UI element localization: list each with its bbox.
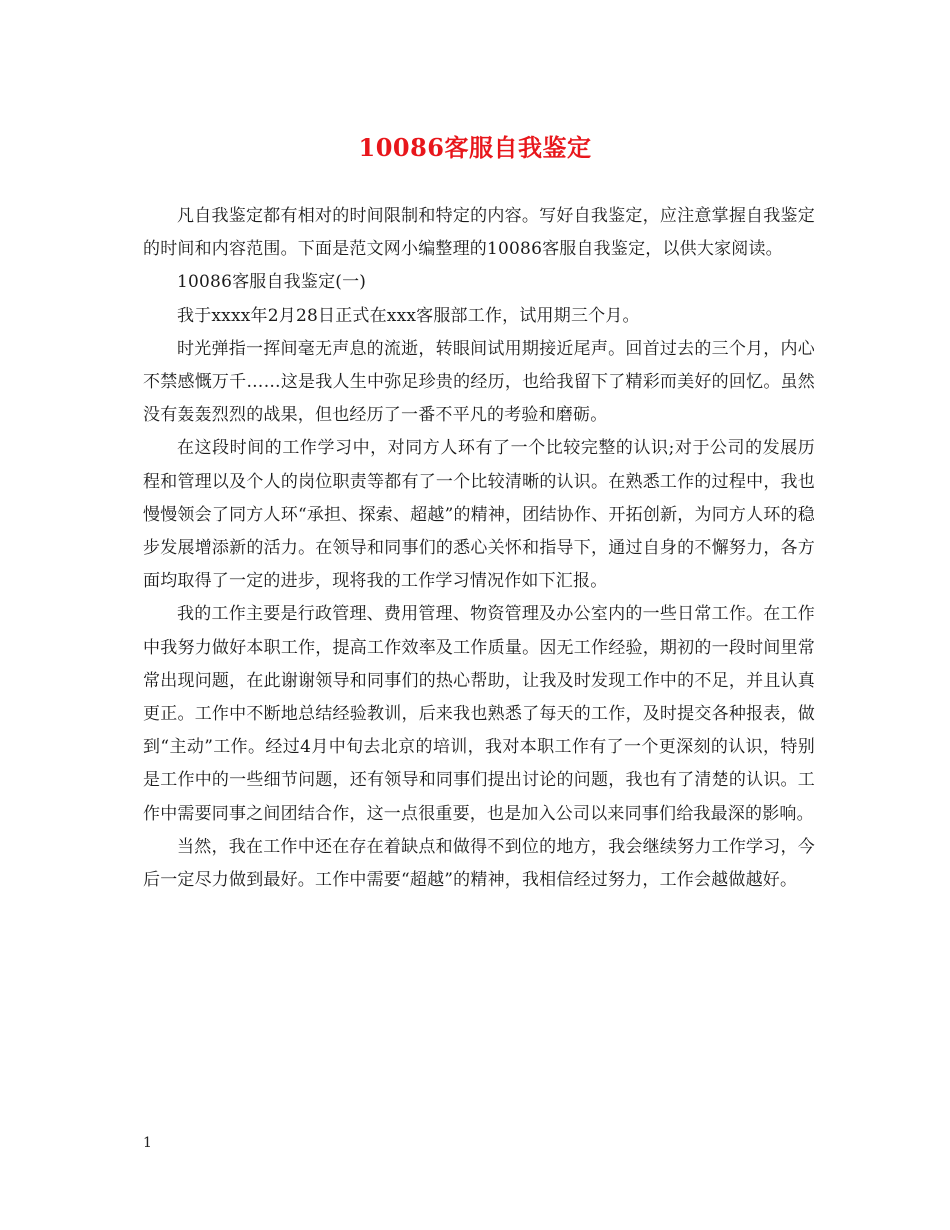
paragraph: 在这段时间的工作学习中，对同方人环有了一个比较完整的认识;对于公司的发展历程和管理以及个人的岗位职责等都有了一个比较清晰的认识。在熟悉工作的过程中，我也慢慢领会了同方人环“承担、探索、超越”的精神，团结协作、开拓创新，为同方人环的稳步发展增添新的活力。在领导和同事们的悉心关怀和指导下，通过自身的不懈努力，各方面均取得了一定的进步，现将我的工作学习情况作如下汇报。 <box>143 438 815 592</box>
section-heading: 10086客服自我鉴定(一) <box>177 272 367 293</box>
document-title: 10086客服自我鉴定 <box>358 133 592 162</box>
page-number: 1 <box>143 1135 152 1151</box>
paragraph: 我的工作主要是行政管理、费用管理、物资管理及办公室内的一些日常工作。在工作中我努力做好本职工作，提高工作效率及工作质量。因无工作经验，期初的一段时间里常常出现问题，在此谢谢领导和同事们的热心帮助，让我及时发现工作中的不足，并且认真更正。工作中不断地总结经验教训，后来我也熟悉了每天的工作，及时提交各种报表，做到“主动”工作。经过4月中旬去北京的培训，我对本职工作有了一个更深刻的认识，特别是工作中的一些细节问题，还有领导和同事们提出讨论的问题，我也有了清楚的认识。工作中需要同事之间团结合作，这一点很重要，也是加入公司以来同事们给我最深的影响。 <box>143 604 815 824</box>
paragraph: 时光弹指一挥间毫无声息的流逝，转眼间试用期接近尾声。回首过去的三个月，内心不禁感慨万千……这是我人生中弥足珍贵的经历，也给我留下了精彩而美好的回忆。虽然没有轰轰烈烈的战果，但也经历了一番不平凡的考验和磨砺。 <box>143 338 815 426</box>
paragraph: 当然，我在工作中还在存在着缺点和做得不到位的地方，我会继续努力工作学习，今后一定尽力做到最好。工作中需要“超越”的精神，我相信经过努力，工作会越做越好。 <box>143 836 815 891</box>
document-body <box>143 200 815 897</box>
paragraph-intro: 凡自我鉴定都有相对的时间限制和特定的内容。写好自我鉴定，应注意掌握自我鉴定的时间和内容范围。下面是范文网小编整理的10086客服自我鉴定，以供大家阅读。 <box>143 206 815 260</box>
paragraph: 我于xxxx年2月28日正式在xxx客服部工作，试用期三个月。 <box>177 305 640 326</box>
